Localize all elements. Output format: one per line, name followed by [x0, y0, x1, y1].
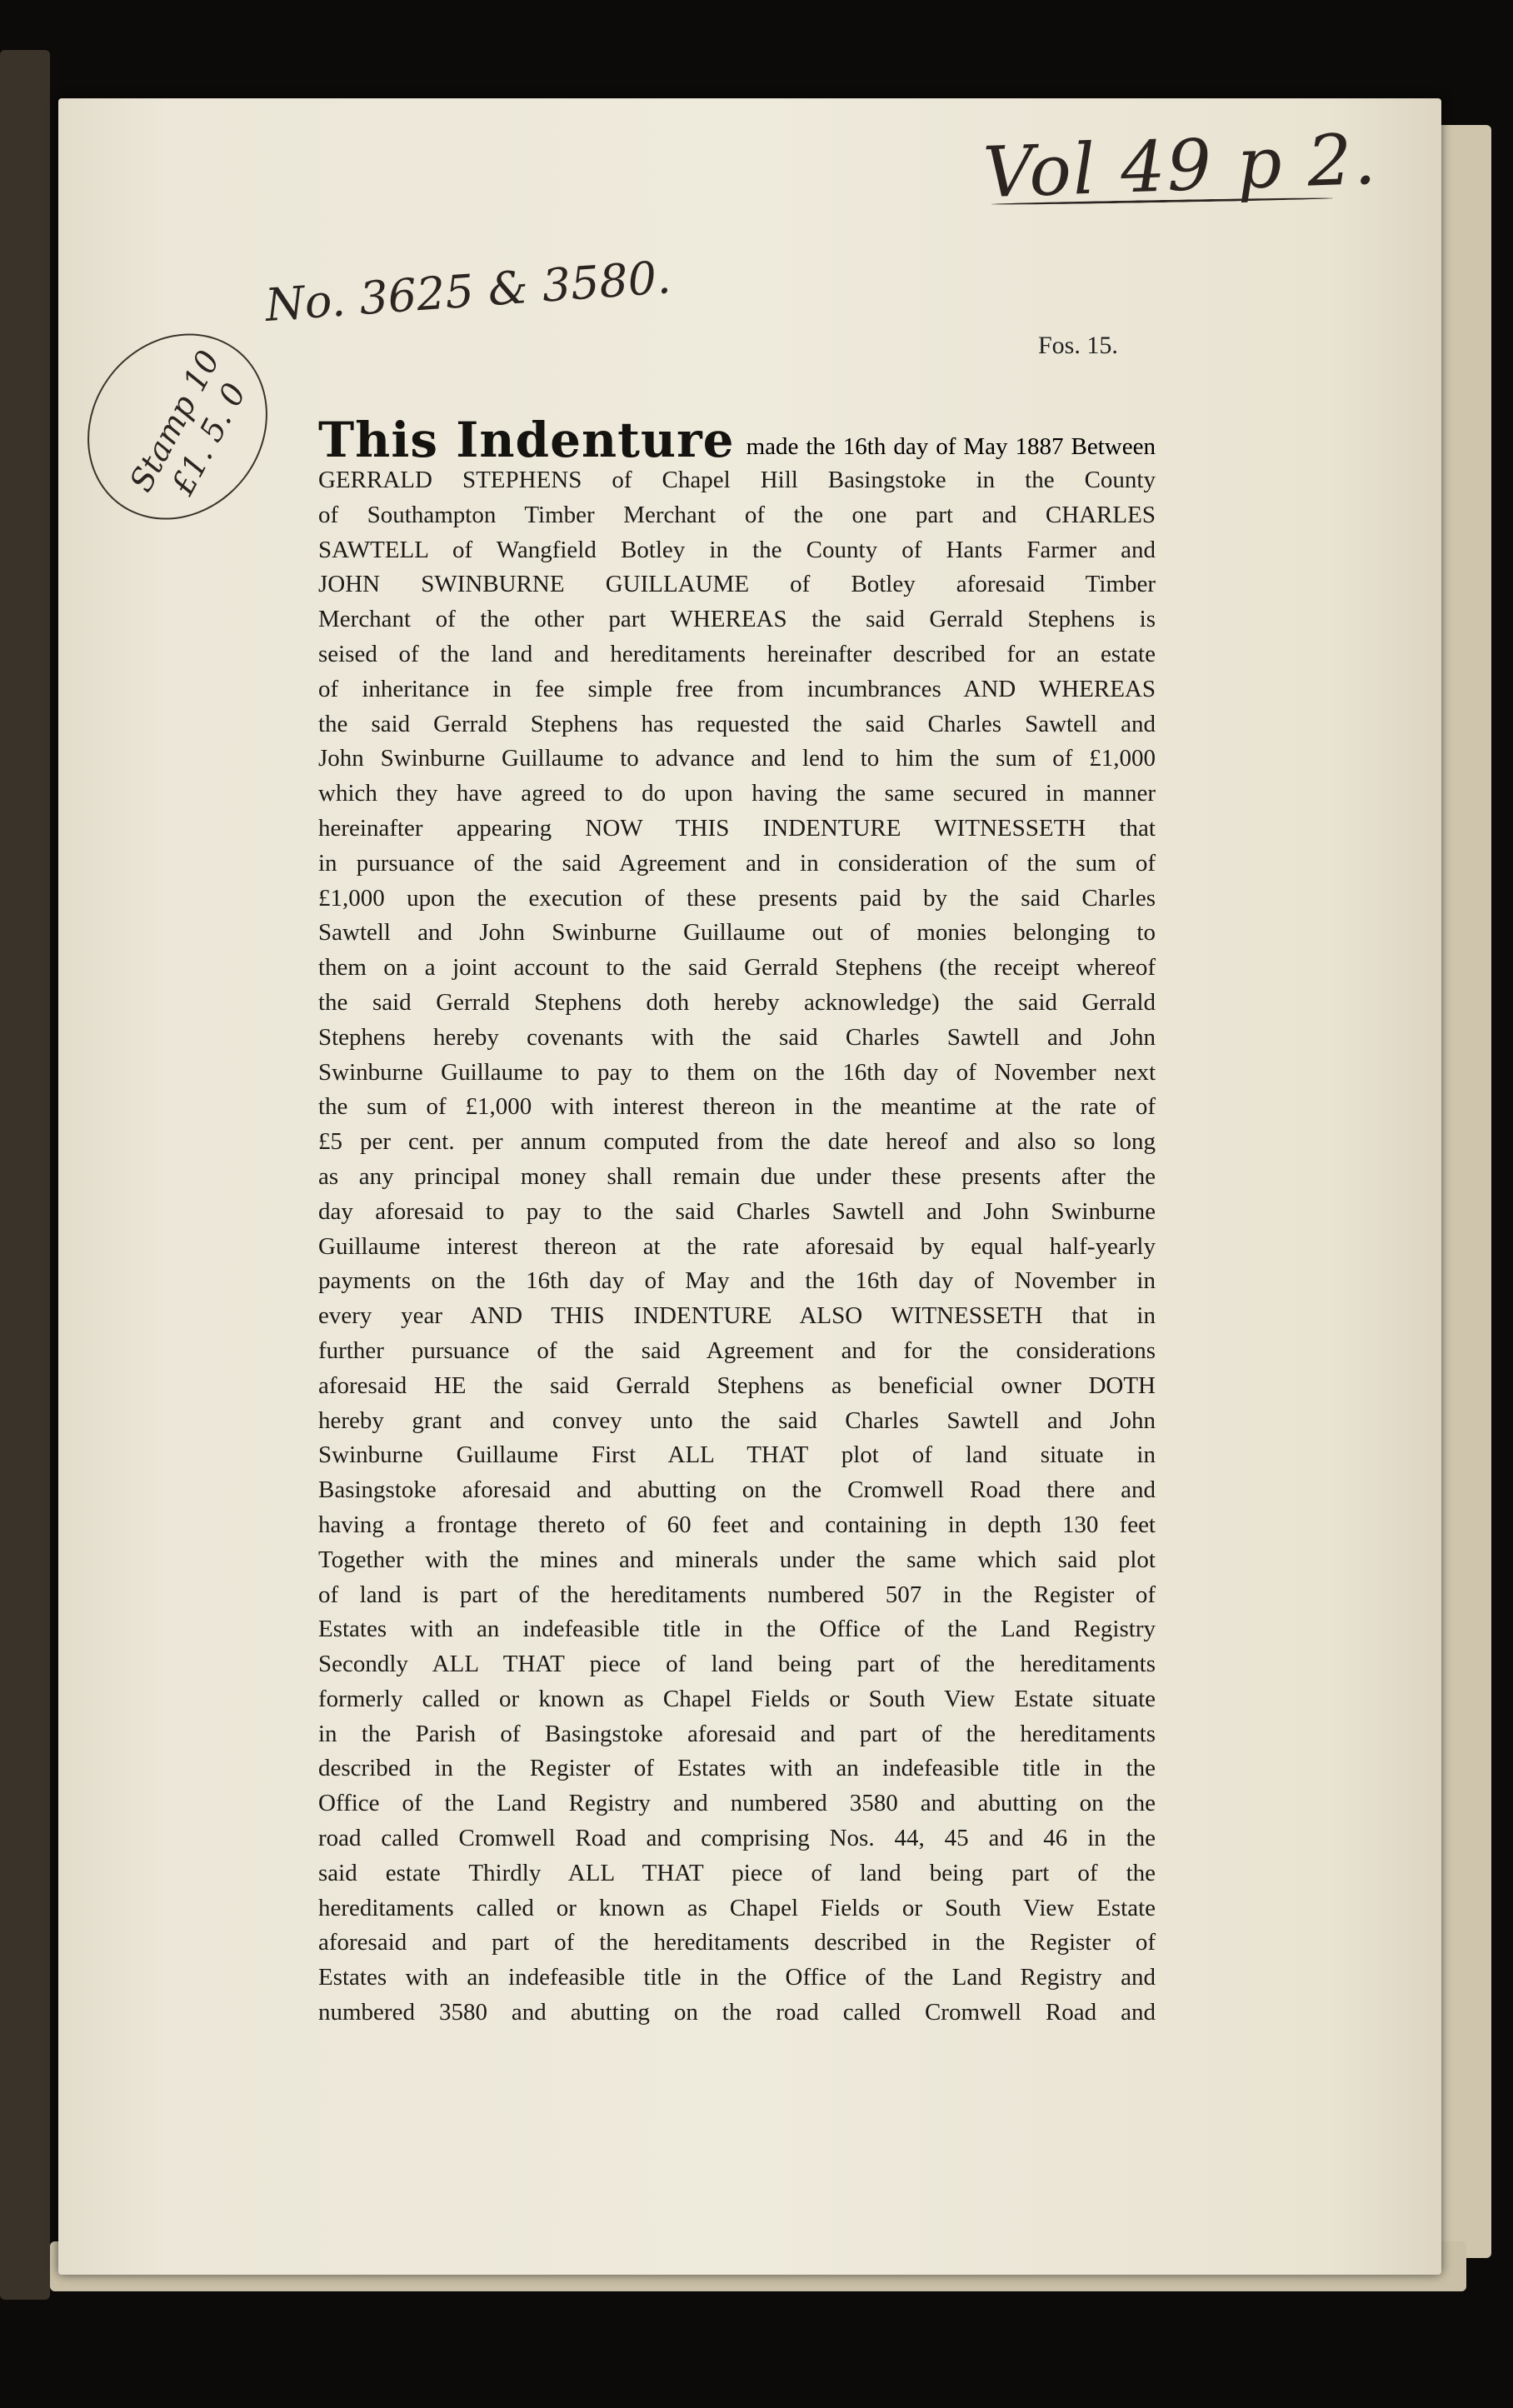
- deed-line-text: further pursuance of the said Agreement and for the considerations: [318, 1336, 1156, 1364]
- deed-line: [318, 1438, 1156, 1473]
- deed-text: [318, 405, 1156, 2031]
- deed-line: [318, 1856, 1156, 1891]
- deed-line-text: seised of the land and hereditaments hereinafter described for an estate: [318, 640, 1156, 667]
- deed-line: [318, 1369, 1156, 1404]
- deed-line-text: day aforesaid to pay to the said Charles Sawtell and John Swinburne: [318, 1197, 1156, 1225]
- deed-line-text: GERRALD STEPHENS of Chapel Hill Basingstoke in the County: [318, 467, 1156, 493]
- deed-line-text: Swinburne Guillaume First ALL THAT plot of land situate in: [318, 1441, 1156, 1469]
- deed-line-text: Sawtell and John Swinburne Guillaume out of monies belonging to: [318, 919, 1156, 947]
- deed-line-text: aforesaid and part of the hereditaments described in the Register of: [318, 1929, 1156, 1956]
- deed-line-text: numbered 3580 and abutting on the road called Cromwell Road and: [318, 1999, 1156, 2026]
- deed-line-text: as any principal money shall remain due under these presents after the: [318, 1162, 1156, 1190]
- deed-line: [318, 1612, 1156, 1647]
- deed-line-text: Guillaume interest thereon at the rate aforesaid by equal half-yearly: [318, 1232, 1156, 1260]
- deed-line-text: Estates with an indefeasible title in the Office of the Land Registry: [318, 1616, 1156, 1643]
- deed-line-text: aforesaid HE the said Gerrald Stephens as beneficial owner DOTH: [318, 1371, 1156, 1399]
- numbers-annotation: No. 3625 & 3580.: [263, 251, 673, 332]
- deed-line: [318, 1125, 1156, 1160]
- deed-line: [318, 1786, 1156, 1821]
- deed-line: [318, 951, 1156, 986]
- deed-line: [318, 777, 1156, 812]
- deed-line-text: in pursuance of the said Agreement and in consideration of the sum of: [318, 849, 1156, 877]
- deed-line-text: hereby grant and convey unto the said Charles Sawtell and John: [318, 1406, 1156, 1434]
- deed-line: [318, 812, 1156, 847]
- deed-line: [318, 1473, 1156, 1508]
- deed-line: [318, 533, 1156, 568]
- deed-line: [318, 707, 1156, 742]
- volume-annotation: Vol 49 p 2.: [981, 117, 1379, 214]
- deed-line-text: Swinburne Guillaume to pay to them on the 16th day of November next: [318, 1058, 1156, 1086]
- deed-line: [318, 916, 1156, 951]
- deed-line-text: of inheritance in fee simple free from incumbrances AND WHEREAS: [318, 675, 1156, 702]
- deed-line: [318, 1264, 1156, 1299]
- deed-line-text: the sum of £1,000 with interest thereon in the meantime at the rate of: [318, 1093, 1156, 1121]
- deed-line-text: hereditaments called or known as Chapel Fields or South View Estate: [318, 1894, 1156, 1921]
- deed-line: [318, 567, 1156, 602]
- deed-opening-line: [318, 405, 1156, 468]
- deed-line-text: road called Cromwell Road and comprising Nos. 44, 45 and 46 in the: [318, 1825, 1156, 1852]
- deed-line: [318, 1230, 1156, 1265]
- deed-line-text: in the Parish of Basingstoke aforesaid and part of the hereditaments: [318, 1720, 1156, 1747]
- deed-line: [318, 1578, 1156, 1613]
- deed-line: [318, 1404, 1156, 1439]
- deed-line-text: Estates with an indefeasible title in the Office of the Land Registry and: [318, 1964, 1156, 1991]
- deed-line-text: Stephens hereby covenants with the said Charles Sawtell and John: [318, 1023, 1156, 1051]
- deed-line-text: described in the Register of Estates with an indefeasible title in the: [318, 1755, 1156, 1782]
- deed-line-text: the said Gerrald Stephens has requested the said Charles Sawtell and: [318, 710, 1156, 737]
- deed-line: [318, 1543, 1156, 1578]
- deed-line: [318, 1195, 1156, 1230]
- deed-line: [318, 1508, 1156, 1543]
- underlying-pages-left: [0, 50, 50, 2300]
- deed-line: [318, 1021, 1156, 1056]
- deed-line-text: Secondly ALL THAT piece of land being part of the hereditaments: [318, 1651, 1156, 1678]
- deed-line: [318, 742, 1156, 777]
- deed-line: [318, 1647, 1156, 1682]
- deed-line-text: £1,000 upon the execution of these presents paid by the said Charles: [318, 884, 1156, 912]
- deed-line: [318, 1996, 1156, 2031]
- deed-lines: [318, 463, 1156, 2031]
- deed-line: [318, 463, 1156, 498]
- deed-line: [318, 1751, 1156, 1786]
- deed-line-text: which they have agreed to do upon having the same secured in manner: [318, 780, 1156, 807]
- deed-line: [318, 1299, 1156, 1334]
- deed-line-text: of land is part of the hereditaments numbered 507 in the Register of: [318, 1581, 1156, 1608]
- deed-line: [318, 1891, 1156, 1926]
- deed-line: [318, 498, 1156, 533]
- stamp-annotation: Stamp 10 £1. 5. 0: [122, 344, 253, 502]
- deed-line: [318, 672, 1156, 707]
- deed-line: [318, 1961, 1156, 1996]
- deed-line-text: £5 per cent. per annum computed from the date hereof and also so long: [318, 1128, 1156, 1156]
- deed-line: [318, 1717, 1156, 1752]
- deed-line: [318, 637, 1156, 672]
- deed-line: [318, 1090, 1156, 1125]
- deed-line-text: hereinafter appearing NOW THIS INDENTURE WITNESSETH that: [318, 814, 1156, 842]
- deed-line-text: having a frontage thereto of 60 feet and containing in depth 130 feet: [318, 1511, 1156, 1538]
- deed-line: [318, 882, 1156, 917]
- deed-line-text: Basingstoke aforesaid and abutting on the Cromwell Road there and: [318, 1476, 1156, 1504]
- deed-line-text: them on a joint account to the said Gerrald Stephens (the receipt whereof: [318, 954, 1156, 982]
- deed-line: [318, 1160, 1156, 1195]
- deed-title: This Indenture: [318, 412, 735, 468]
- deed-line-text: payments on the 16th day of May and the 16th day of November in: [318, 1267, 1156, 1295]
- deed-line-text: said estate Thirdly ALL THAT piece of land being part of the: [318, 1859, 1156, 1886]
- deed-line-text: of Southampton Timber Merchant of the one part and CHARLES: [318, 501, 1156, 528]
- folio-count: Fos. 15.: [1038, 332, 1118, 359]
- deed-line-text: the said Gerrald Stephens doth hereby acknowledge) the said Gerrald: [318, 988, 1156, 1016]
- deed-line-text: every year AND THIS INDENTURE ALSO WITNESSETH that in: [318, 1302, 1156, 1330]
- deed-line: [318, 847, 1156, 882]
- deed-line-text: Merchant of the other part WHEREAS the said Gerrald Stephens is: [318, 606, 1156, 633]
- deed-line: [318, 1056, 1156, 1091]
- deed-line: [318, 1926, 1156, 1961]
- deed-line: [318, 1334, 1156, 1369]
- deed-line-text: formerly called or known as Chapel Fields or South View Estate situate: [318, 1685, 1156, 1712]
- deed-line: [318, 1682, 1156, 1717]
- deed-line-text: JOHN SWINBURNE GUILLAUME of Botley aforesaid Timber: [318, 571, 1156, 598]
- deed-line-text: Together with the mines and minerals under the same which said plot: [318, 1546, 1156, 1573]
- deed-first-line: made the 16th day of May 1887 Between: [746, 433, 1156, 460]
- deed-line: [318, 986, 1156, 1021]
- deed-line: [318, 602, 1156, 637]
- deed-line-text: Office of the Land Registry and numbered 3580 and abutting on the: [318, 1790, 1156, 1817]
- deed-line: [318, 1821, 1156, 1856]
- deed-line-text: John Swinburne Guillaume to advance and lend to him the sum of £1,000: [318, 745, 1156, 772]
- deed-line-text: SAWTELL of Wangfield Botley in the County of Hants Farmer and: [318, 536, 1156, 563]
